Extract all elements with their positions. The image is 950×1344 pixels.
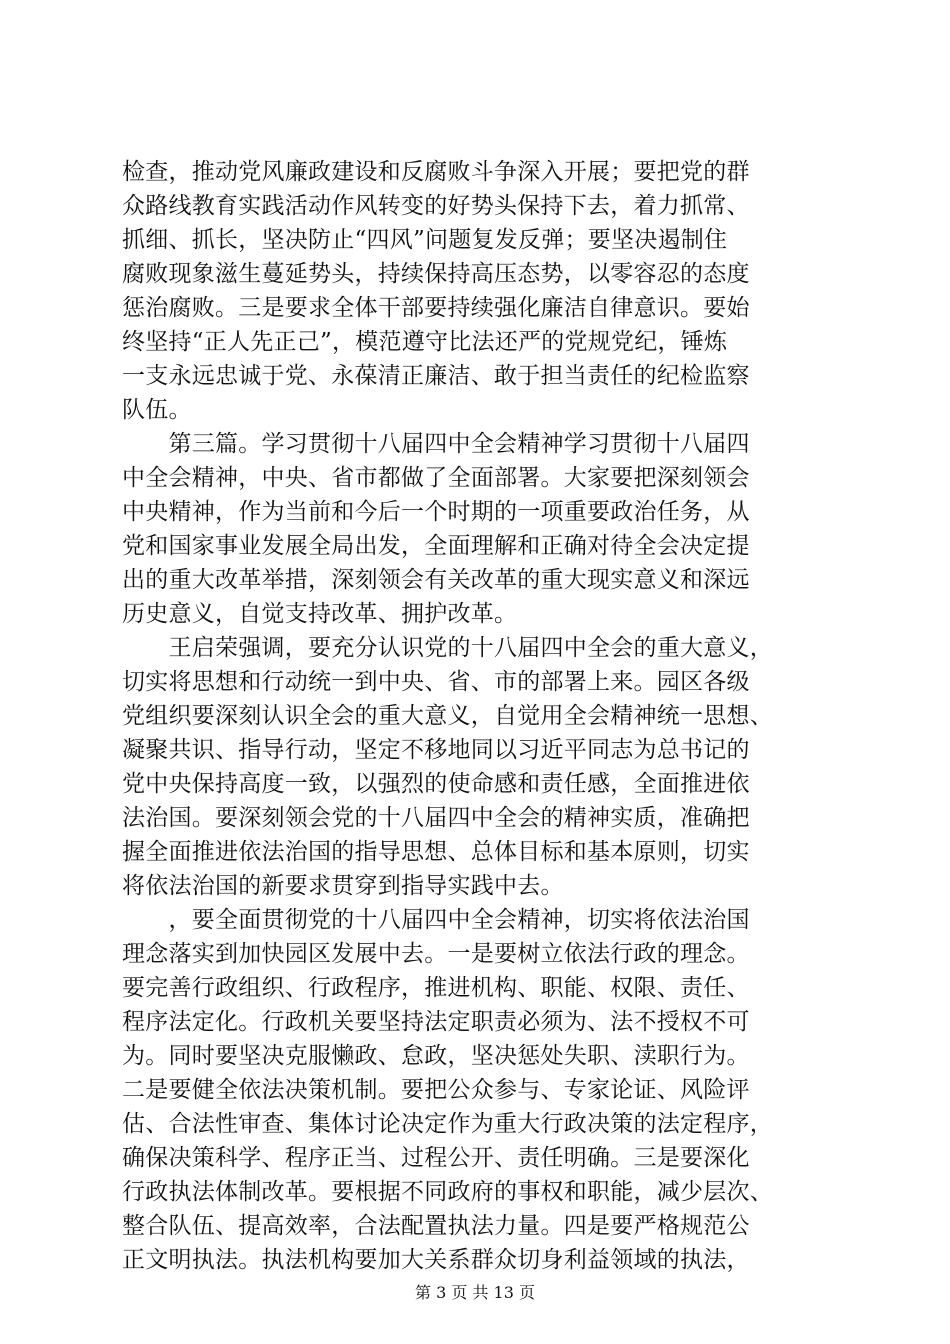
- text-line: 二是要健全依法决策机制。要把公众参与、专家论证、风险评: [122, 1077, 750, 1103]
- text-line: ，要全面贯彻党的十八届四中全会精神，切实将依法治国: [122, 907, 750, 933]
- text-line: 将依法治国的新要求贯穿到指导实践中去。: [122, 873, 564, 899]
- text-line: 抓细、抓长，坚决防止“四风”问题复发反弹；要坚决遏制住: [122, 227, 728, 253]
- text-line: 切实将思想和行动统一到中央、省、市的部署上来。园区各级: [122, 669, 750, 695]
- text-line: 历史意义，自觉支持改革、拥护改革。: [122, 601, 518, 627]
- text-line: 整合队伍、提高效率，合法配置执法力量。四是要严格规范公: [122, 1213, 750, 1239]
- page-footer: [0, 1283, 950, 1303]
- text-line: 握全面推进依法治国的指导思想、总体目标和基本原则，切实: [122, 839, 750, 865]
- text-line: 众路线教育实践活动作风转变的好势头保持下去，着力抓常、: [122, 193, 750, 219]
- text-line: 党中央保持高度一致，以强烈的使命感和责任感，全面推进依: [122, 771, 750, 797]
- text-line: 检查，推动党风廉政建设和反腐败斗争深入开展；要把党的群: [122, 159, 750, 185]
- text-line: 确保决策科学、程序正当、过程公开、责任明确。三是要深化: [122, 1145, 750, 1171]
- text-line: 程序法定化。行政机关要坚持法定职责必须为、法不授权不可: [122, 1009, 750, 1035]
- text-line: 王启荣强调，要充分认识党的十八届四中全会的重大意义，: [122, 635, 773, 661]
- text-line: 第三篇。学习贯彻十八届四中全会精神学习贯彻十八届四: [122, 431, 750, 457]
- text-line: 要完善行政组织、行政程序，推进机构、职能、权限、责任、: [122, 975, 750, 1001]
- text-line: 队伍。: [122, 397, 192, 423]
- text-line: 一支永远忠诚于党、永葆清正廉洁、敢于担当责任的纪检监察: [122, 363, 750, 389]
- text-line: 理念落实到加快园区发展中去。一是要树立依法行政的理念。: [122, 941, 750, 967]
- text-line: 估、合法性审查、集体讨论决定作为重大行政决策的法定程序，: [122, 1111, 773, 1137]
- text-line: 出的重大改革举措，深刻领会有关改革的重大现实意义和深远: [122, 567, 750, 593]
- text-line: 终坚持“正人先正己”，模范遵守比法还严的党规党纪，锤炼: [122, 329, 728, 355]
- text-line: 惩治腐败。三是要求全体干部要持续强化廉洁自律意识。要始: [122, 295, 750, 321]
- text-line: 法治国。要深刻领会党的十八届四中全会的精神实质，准确把: [122, 805, 750, 831]
- text-line: 为。同时要坚决克服懒政、怠政，坚决惩处失职、渎职行为。: [122, 1043, 750, 1069]
- text-line: 中全会精神，中央、省市都做了全面部署。大家要把深刻领会: [122, 465, 750, 491]
- text-line: 正文明执法。执法机构要加大关系群众切身利益领域的执法，: [122, 1247, 750, 1273]
- text-line: 凝聚共识、指导行动，坚定不移地同以习近平同志为总书记的: [122, 737, 750, 763]
- page-number-label: 第 3 页 共 13 页: [415, 1283, 535, 1302]
- text-line: 行政执法体制改革。要根据不同政府的事权和职能，减少层次、: [122, 1179, 773, 1205]
- text-line: 中央精神，作为当前和今后一个时期的一项重要政治任务，从: [122, 499, 750, 525]
- text-line: 腐败现象滋生蔓延势头，持续保持高压态势，以零容忍的态度: [122, 261, 750, 287]
- text-line: 党和国家事业发展全局出发，全面理解和正确对待全会决定提: [122, 533, 750, 559]
- body-text: [122, 155, 834, 1277]
- text-line: 党组织要深刻认识全会的重大意义，自觉用全会精神统一思想、: [122, 703, 773, 729]
